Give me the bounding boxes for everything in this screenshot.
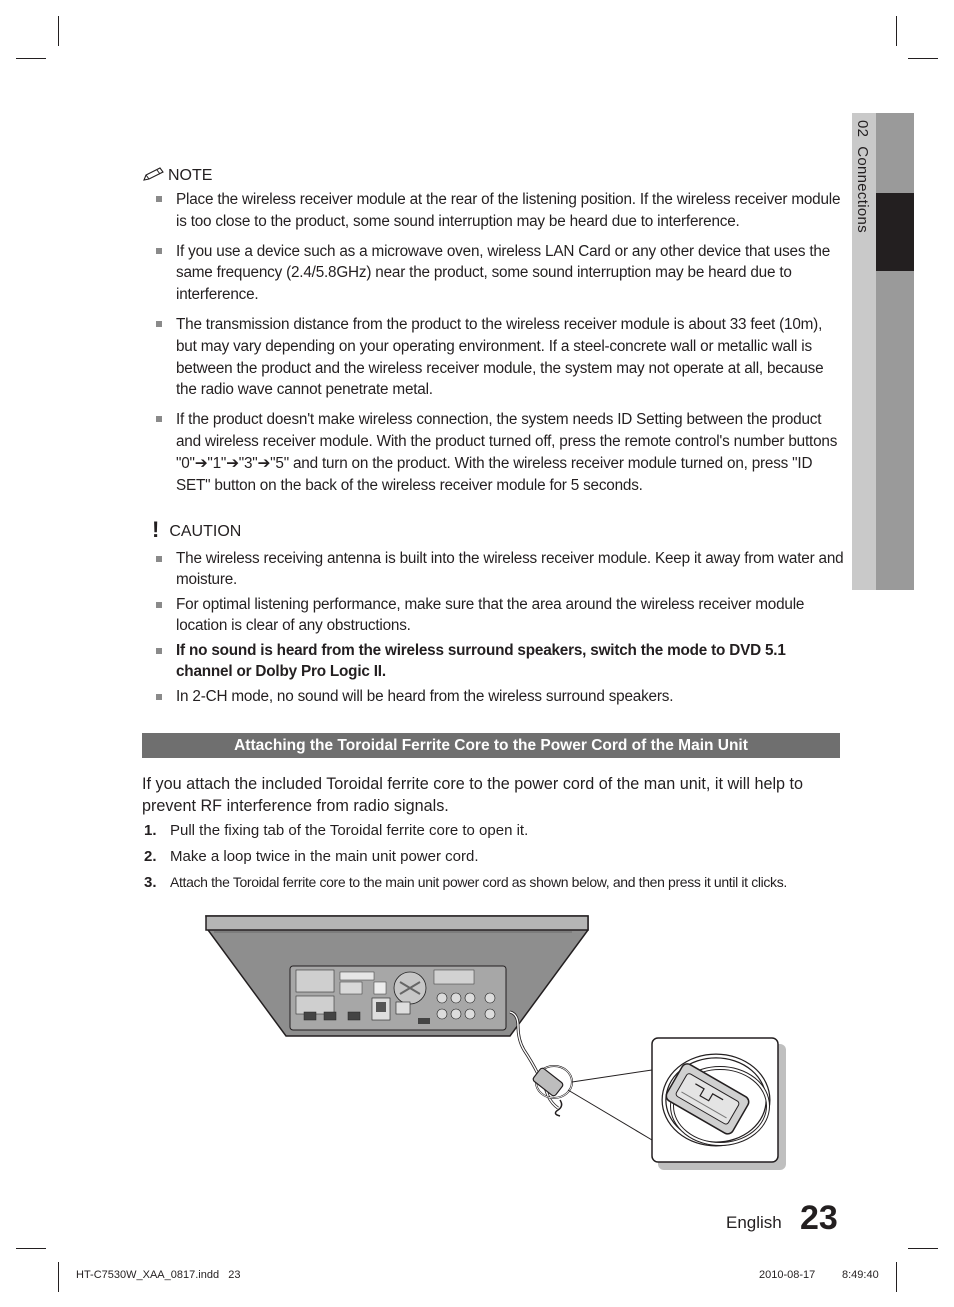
- note-item-text: If the product doesn't make wireless connection, the system needs ID Setting between the product and wireless receiver module. With the product turned off, press the remote control's number buttons "0"➔"1"➔"3"➔"5" and turn on the product. With the wireless receiver module turned on, press "ID SET" button on the back of the wireless receiver module for 5 seconds.: [176, 411, 838, 494]
- step-text: Pull the fixing tab of the Toroidal ferrite core to open it.: [170, 822, 529, 839]
- zoom-detail-box: [652, 1038, 786, 1170]
- chapter-label: [852, 120, 876, 280]
- crop-mark: [896, 1262, 897, 1292]
- note-item-text: The transmission distance from the product to the wireless receiver module is about 33 feet (10m), but may vary depending on your operating environment. If a steel-concrete wall or metallic wall is between the product and the wireless receiver module, the system may not operate at all, because the radio wave cannot penetrate metal.: [176, 315, 824, 399]
- section-intro: If you attach the included Toroidal ferrite core to the power cord of the man unit, it will help to prevent RF interference from radio signals.: [142, 775, 804, 815]
- list-item: [156, 314, 844, 401]
- caution-item-text: If no sound is heard from the wireless surround speakers, switch the mode to DVD 5.1 channel or Dolby Pro Logic II.: [176, 642, 786, 680]
- note-list: [156, 189, 844, 496]
- caution-list: [156, 549, 844, 708]
- bullet-square-icon: [156, 694, 162, 700]
- crop-mark: [908, 1248, 938, 1249]
- crop-mark: [16, 58, 46, 59]
- crop-mark: [896, 16, 897, 46]
- caution-heading-label: CAUTION: [169, 523, 242, 540]
- footer-date: 2010-08-17: [759, 1269, 816, 1281]
- ferrite-core-illustration: [200, 910, 790, 1172]
- list-item: [156, 241, 844, 306]
- list-item: [156, 595, 844, 636]
- connector-panel: [290, 966, 506, 1030]
- list-item: [156, 687, 844, 708]
- crop-mark: [58, 1262, 59, 1292]
- footer-file-name: HT-C7530W_XAA_0817.indd 23: [76, 1269, 241, 1281]
- bullet-square-icon: [156, 648, 162, 654]
- crop-mark: [16, 1248, 46, 1249]
- list-item: [156, 641, 844, 682]
- bullet-square-icon: [156, 602, 162, 608]
- caution-item-text: For optimal listening performance, make sure that the area around the wireless receiver module location is clear of any obstructions.: [176, 596, 805, 634]
- caution-item-text: The wireless receiving antenna is built into the wireless receiver module. Keep it away from water and moisture.: [176, 550, 844, 588]
- chapter-tab-strip: [876, 113, 914, 590]
- step-number: 1.: [144, 822, 157, 839]
- crop-mark: [58, 16, 59, 46]
- chapter-number: 02: [854, 120, 871, 138]
- section-title: Attaching the Toroidal Ferrite Core to the Power Cord of the Main Unit: [142, 733, 840, 758]
- list-item: [156, 189, 844, 233]
- note-heading-label: NOTE: [168, 167, 213, 184]
- step-text: Attach the Toroidal ferrite core to the main unit power cord as shown below, and then press it until it clicks.: [170, 874, 787, 890]
- bullet-square-icon: [156, 248, 162, 254]
- chapter-title: Connections: [854, 146, 871, 233]
- exclamation-icon: !: [152, 517, 160, 542]
- step-text: Make a loop twice in the main unit power cord.: [170, 848, 479, 865]
- bullet-square-icon: [156, 196, 162, 202]
- chapter-label-text: [854, 120, 871, 233]
- caution-heading: [152, 516, 241, 542]
- step-number: 3.: [144, 874, 157, 891]
- footer-time: 8:49:40: [842, 1269, 879, 1281]
- pencil-icon: [142, 166, 168, 182]
- caution-item-text: In 2-CH mode, no sound will be heard from the wireless surround speakers.: [176, 688, 674, 705]
- chapter-tab-marker: [876, 193, 914, 271]
- list-item: [156, 409, 844, 496]
- note-item-text: Place the wireless receiver module at the rear of the listening position. If the wireless receiver module is too close to the product, some sound interruption may be heard due to interference.: [176, 191, 841, 230]
- bullet-square-icon: [156, 416, 162, 422]
- note-item-text: If you use a device such as a microwave oven, wireless LAN Card or any other device that uses the same frequency (2.4/5.8GHz) near the product, some sound interruption may be heard due to interference.: [176, 242, 830, 304]
- bullet-square-icon: [156, 556, 162, 562]
- zoom-leader-line: [572, 1070, 652, 1082]
- bullet-square-icon: [156, 321, 162, 327]
- step-number: 2.: [144, 848, 157, 865]
- zoom-leader-line: [568, 1090, 652, 1140]
- ferrite-core-small: [532, 1066, 572, 1116]
- footer-language: English: [726, 1213, 782, 1232]
- crop-mark: [908, 58, 938, 59]
- note-heading: [142, 166, 212, 185]
- list-item: [156, 549, 844, 590]
- page-number: 23: [800, 1199, 838, 1237]
